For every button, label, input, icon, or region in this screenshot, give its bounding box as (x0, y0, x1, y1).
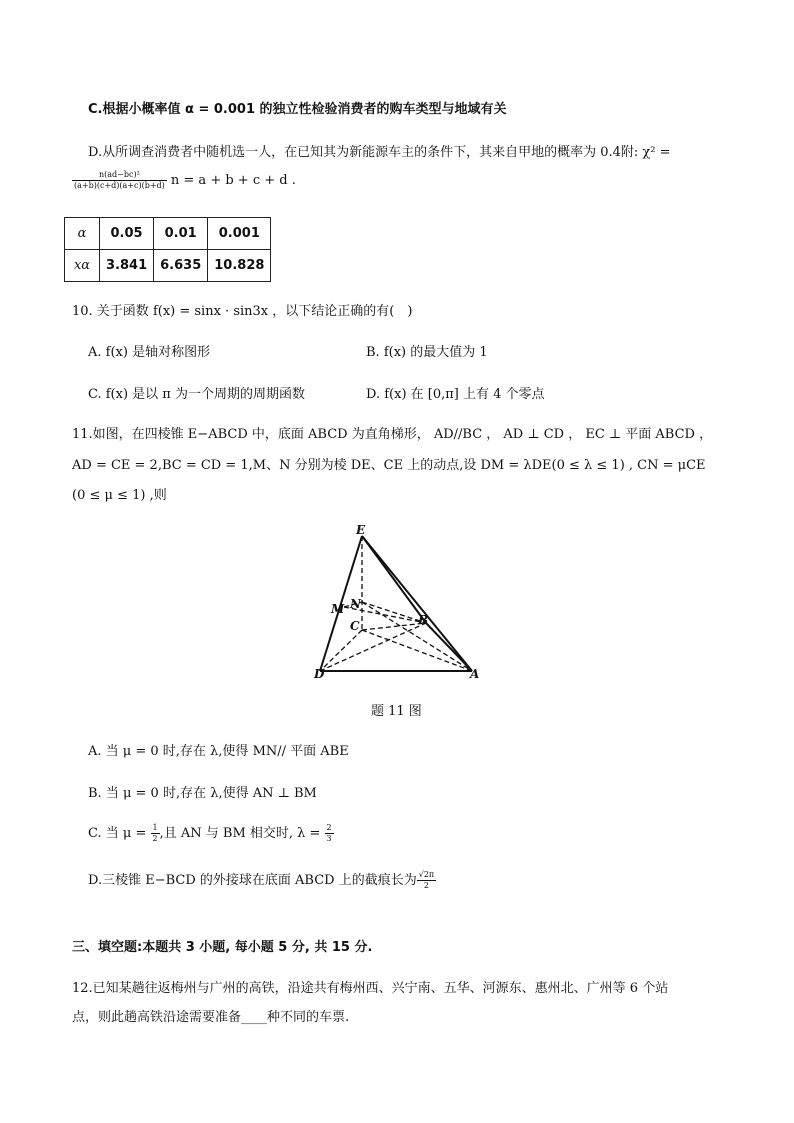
q12-line2: 点，则此趟高铁沿途需要准备____种不同的车票. (72, 1010, 350, 1025)
label-d: D (314, 667, 325, 681)
q9-option-c: C.根据小概率值 α = 0.001 的独立性检验消费者的购车类型与地域有关 (88, 102, 507, 117)
figure-caption: 题 11 图 (371, 704, 422, 719)
chi-square-fraction (72, 170, 167, 191)
table-cell: 0.001 (208, 218, 271, 250)
q11-stem-line2: AD = CE = 2,BC = CD = 1,M、N 分别为棱 DE、CE 上的动点,设 DM = λDE(0 ≤ λ ≤ 1) , CN = μCE (72, 458, 706, 473)
label-b: B (418, 613, 429, 627)
chi-square-formula (72, 170, 296, 191)
section-heading: 三、填空题:本题共 3 小题, 每小题 5 分, 共 15 分. (72, 940, 373, 955)
edge-db (320, 623, 426, 671)
label-c: C (350, 619, 360, 633)
q10-stem: 10. 关于函数 f(x) = sinx · sin3x ，以下结论正确的有( ) (72, 304, 413, 319)
table-cell: 3.841 (100, 250, 154, 282)
label-a: A (470, 667, 480, 681)
table-cell: 0.05 (100, 218, 154, 250)
arc-length-fraction (417, 870, 436, 891)
q11-option-b: B. 当 μ = 0 时,存在 λ,使得 AN ⊥ BM (88, 786, 317, 801)
fraction-numerator: 1 (152, 823, 158, 832)
table-cell: 10.828 (208, 250, 271, 282)
q11-stem-line3: (0 ≤ μ ≤ 1) ,则 (72, 488, 167, 503)
label-n: N (350, 597, 361, 611)
q11-option-c (88, 822, 334, 844)
label-e: E (356, 523, 366, 537)
table-row-label: xα (65, 250, 100, 282)
critical-value-table (64, 217, 271, 282)
fraction-numerator: 2 (326, 823, 332, 832)
fraction-denominator: 2 (423, 881, 429, 890)
fraction-numerator: √2π (418, 870, 435, 879)
q11-option-a: A. 当 μ = 0 时,存在 λ,使得 MN// 平面 ABE (88, 744, 349, 759)
formula-tail: n = a + b + c + d . (170, 173, 296, 188)
fraction-numerator: n(ad−bc)² (72, 170, 167, 181)
q10-option-b: B. f(x) 的最大值为 1 (366, 345, 488, 360)
lambda-fraction (325, 823, 334, 844)
q12-line1: 12.已知某趟往返梅州与广州的高铁，沿途共有梅州西、兴宁南、五华、河源东、惠州北、广州等 6 个站 (72, 981, 669, 996)
q11-stem-line1: 11.如图，在四棱锥 E−ABCD 中，底面 ABCD 为直角梯形， AD//BC ， AD ⊥ CD ， EC ⊥ 平面 ABCD ， (72, 427, 713, 442)
pyramid-figure (300, 522, 500, 687)
fraction-denominator: 3 (326, 834, 332, 843)
q9-option-d: D.从所调查消费者中随机选一人，在已知其为新能源车主的条件下，其来自甲地的概率为 0.4附: χ² = (88, 145, 671, 160)
q10-option-c: C. f(x) 是以 π 为一个周期的周期函数 (88, 387, 305, 402)
option-c-prefix: C. 当 μ = (88, 826, 151, 841)
q10-option-d: D. f(x) 在 [0,π] 上有 4 个零点 (366, 387, 545, 402)
mu-fraction (151, 823, 160, 844)
fraction-denominator: (a+b)(c+d)(a+c)(b+d) (74, 181, 165, 190)
label-m: M (331, 602, 345, 616)
table-cell: 6.635 (154, 250, 208, 282)
edge-eb (362, 536, 426, 623)
fraction-denominator: 2 (152, 834, 158, 843)
q10-option-a: A. f(x) 是轴对称图形 (88, 345, 211, 360)
option-c-middle: ,且 AN 与 BM 相交时, λ = (159, 826, 325, 841)
table-cell: 0.01 (154, 218, 208, 250)
table-row (65, 250, 271, 282)
option-d-text: D.三棱锥 E−BCD 的外接球在底面 ABCD 上的截痕长为 (88, 873, 417, 888)
edge-cb (362, 623, 426, 630)
table-header-label: α (65, 218, 100, 250)
table-row (65, 218, 271, 250)
q11-option-d (88, 869, 436, 891)
